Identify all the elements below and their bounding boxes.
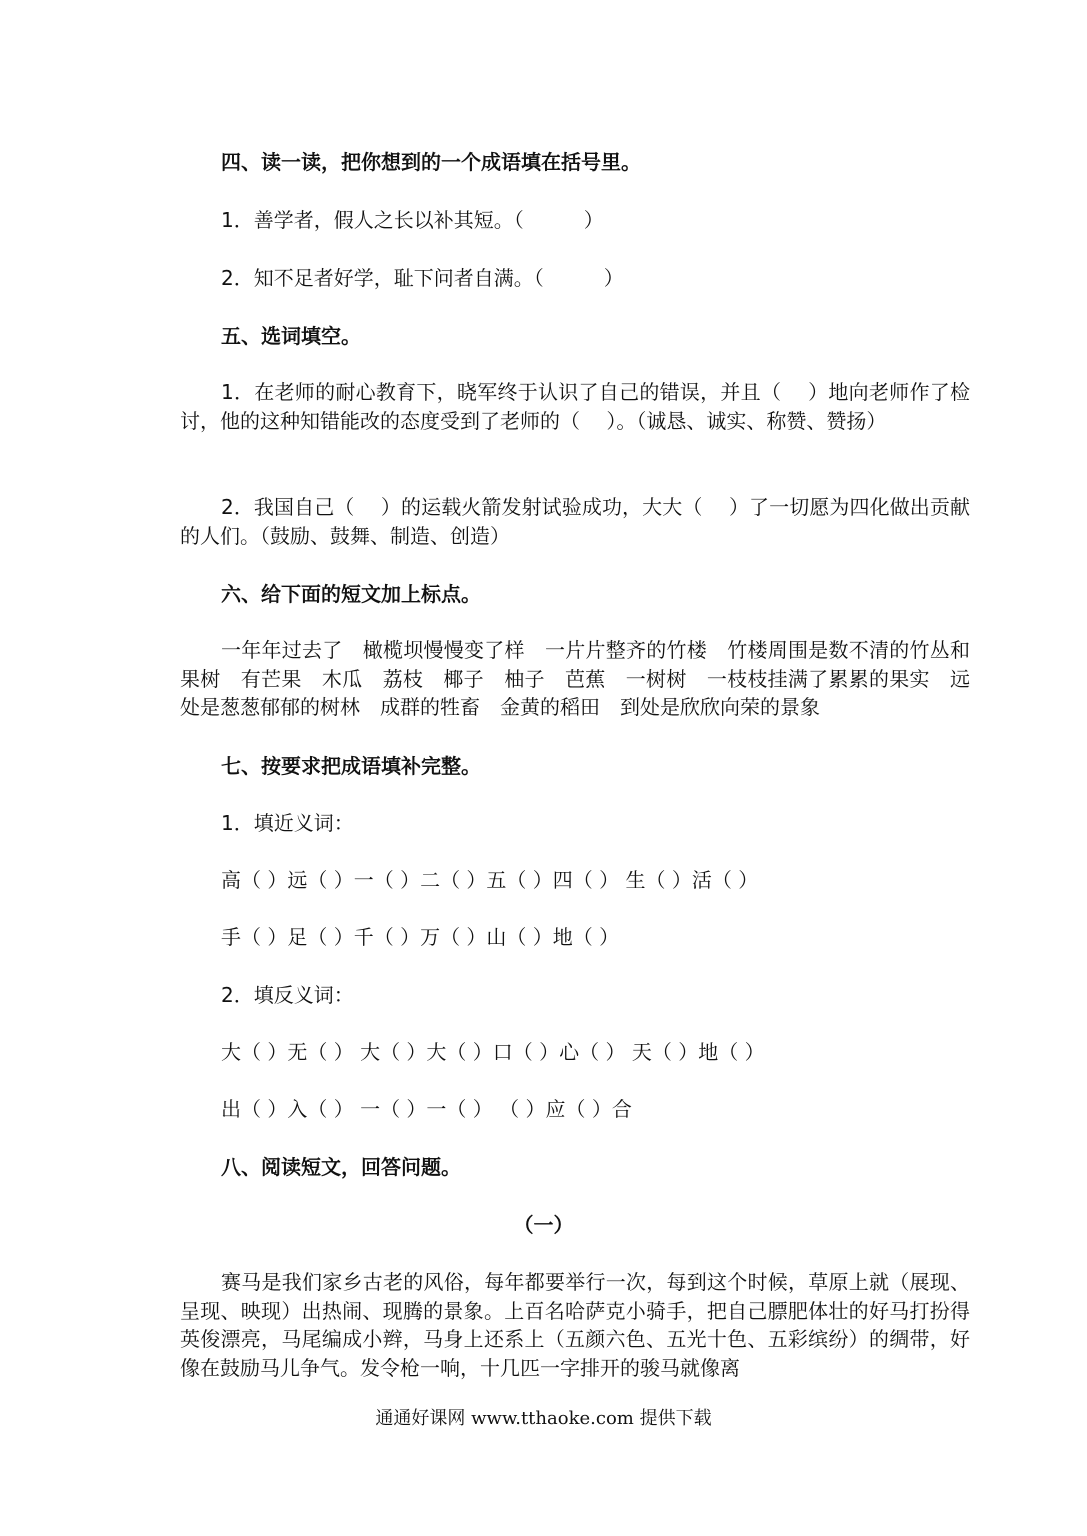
section-four-item-1: 1．善学者，假人之长以补其短。（ ） — [221, 208, 604, 232]
section-four-item-2: 2．知不足者好学，耻下问者自满。（ ） — [221, 266, 624, 290]
section-five-question-2: 2．我国自己（ ）的运载火箭发射试验成功，大大（ ）了一切愿为四化做出贡献的人们。（鼓励、鼓舞、制造、创造） — [180, 495, 970, 548]
section-seven-heading: 七、按要求把成语填补完整。 — [221, 754, 481, 778]
section-four-heading: 四、读一读，把你想到的一个成语填在括号里。 — [221, 150, 641, 174]
section-five-heading: 五、选词填空。 — [221, 324, 361, 348]
antonym-row-2: 出（ ）入（ ） 一（ ）一（ ） （ ）应（ ）合 — [221, 1097, 632, 1121]
section-eight-heading: 八、阅读短文，回答问题。 — [221, 1155, 461, 1179]
synonym-row-1: 高（ ）远（ ）一（ ）二（ ）五（ ）四（ ） 生（ ）活（ ） — [221, 868, 759, 892]
section-seven-sub-2: 2．填反义词： — [221, 983, 354, 1007]
section-six-passage: 一年年过去了 橄榄坝慢慢变了样 一片片整齐的竹楼 竹楼周围是数不清的竹丛和果树 有芒果 木瓜 荔枝 椰子 柚子 芭蕉 一树树 一枝枝挂满了累累的果实 远处是葱葱郁郁的树林 成群的牲畜 金黄的稻田 到处是欣欣向荣的景象 — [180, 638, 970, 719]
synonym-row-2: 手（ ）足（ ）千（ ）万（ ）山（ ）地（ ） — [221, 925, 620, 949]
section-seven-sub-1: 1．填近义词： — [221, 811, 354, 835]
section-five-question-1: 1．在老师的耐心教育下，晓军终于认识了自己的错误，并且（ ）地向老师作了检讨，他的这种知错能改的态度受到了老师的（ ）。（诚恳、诚实、称赞、赞扬） — [180, 380, 970, 433]
antonym-row-1: 大（ ）无（ ） 大（ ）大（ ）口（ ）心（ ） 天（ ）地（ ） — [221, 1040, 765, 1064]
page-footer: 通通好课网 www.tthaoke.com 提供下载 — [375, 1408, 712, 1429]
section-six-heading: 六、给下面的短文加上标点。 — [221, 582, 481, 606]
reading-subtitle: （一） — [513, 1213, 574, 1237]
reading-passage: 赛马是我们家乡古老的风俗，每年都要举行一次，每到这个时候，草原上就（展现、呈现、映现）出热闹、现腾的景象。上百名哈萨克小骑手，把自己膘肥体壮的好马打扮得英俊漂亮，马尾编成小辫，马身上还系上（五颜六色、五光十色、五彩缤纷）的绸带，好像在鼓励马儿争气。发令枪一响，十几匹一字排开的骏马就像离 — [180, 1270, 970, 1380]
